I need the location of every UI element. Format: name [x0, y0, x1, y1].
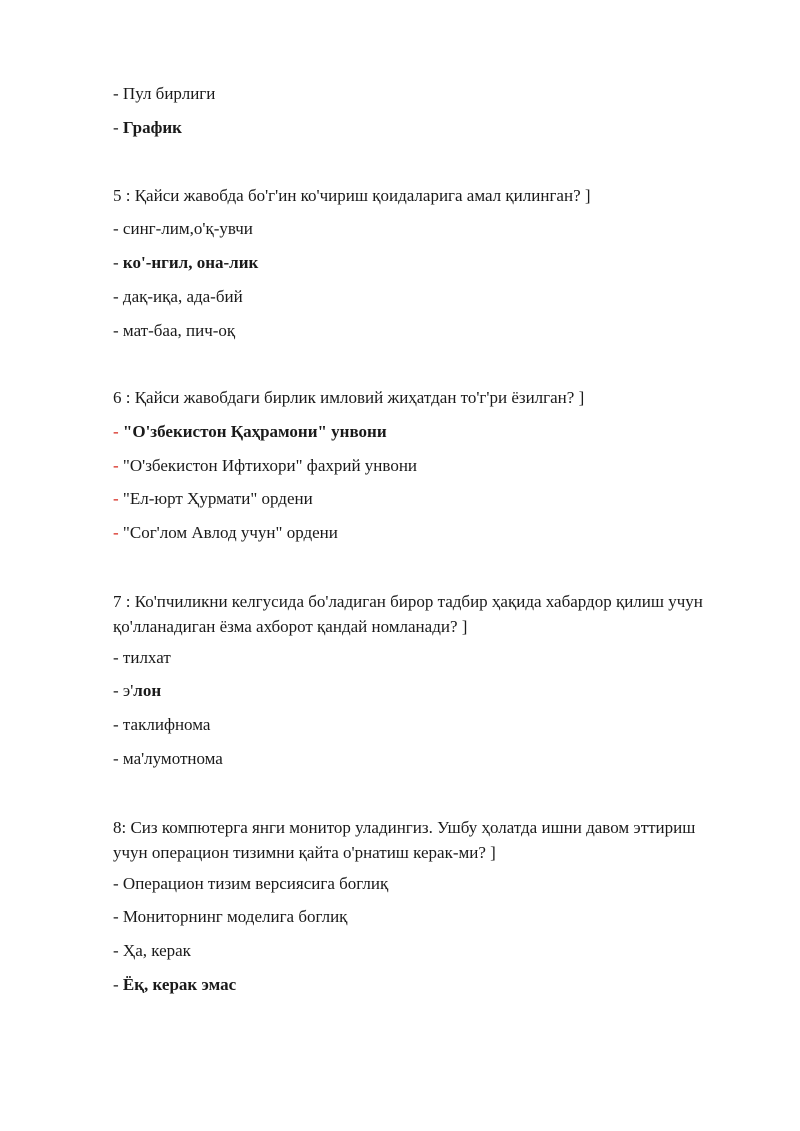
option-dash: - — [113, 219, 123, 238]
option-text: мат-баа, пич-оқ — [122, 321, 236, 340]
option-text: "Сог'лом Авлод учун" ордени — [122, 523, 338, 542]
answer-option — [113, 907, 347, 927]
option-dash: - — [113, 253, 123, 272]
option-dash: - — [113, 907, 123, 926]
option-text: ма'лумотнома — [122, 749, 223, 768]
question-5: 5 : Қайси жавобда бо'г'ин ко'чириш қоидаларига амал қилинган? ] — [113, 186, 591, 205]
option-dash: - — [113, 456, 123, 475]
option-text: дақ-иқа, ада-бий — [122, 287, 243, 306]
option-text: таклифнома — [122, 715, 211, 734]
option-text: Операцион тизим версиясига боглиқ — [122, 874, 389, 893]
answer-option — [113, 489, 313, 509]
answer-option — [113, 321, 235, 341]
answer-option — [113, 715, 210, 735]
option-text: Ҳа, керак — [122, 941, 191, 960]
answer-option — [113, 874, 388, 894]
answer-option — [113, 456, 417, 476]
option-text: Мониторнинг моделига боглиқ — [122, 907, 348, 926]
option-dash: - — [113, 715, 123, 734]
answer-option — [113, 287, 243, 307]
answer-option — [113, 219, 253, 239]
answer-option — [113, 648, 171, 668]
option-dash: - — [113, 975, 123, 994]
option-dash: - — [113, 84, 123, 103]
option-text: "O'збекистон Қаҳрамони" унвони — [122, 422, 387, 441]
option-dash: - — [113, 422, 123, 441]
question-7: 7 : Ко'пчиликни келгусида бо'ладиган бирор тадбир ҳақида хабардор қилиш учун қо'лланадиган ёзма ахборот қандай номланади? ] — [113, 592, 703, 636]
option-dash: - — [113, 523, 123, 542]
answer-option-correct — [113, 422, 387, 442]
option-dash: - — [113, 648, 123, 667]
option-text-prefix: э' — [122, 681, 134, 700]
option-text: "Ел-юрт Ҳурмати" ордени — [122, 489, 313, 508]
question-8: 8: Сиз компютерга янги монитор уладингиз. Ушбу ҳолатда ишни давом эттириш учун операцион тизимни қайта о'рнатиш керак-ми? ] — [113, 818, 696, 862]
option-dash: - — [113, 118, 123, 137]
option-text: ко'-нгил, она-лик — [122, 253, 259, 272]
answer-option — [113, 749, 223, 769]
question-6: 6 : Қайси жавобдаги бирлик имловий жиҳатдан то'г'ри ёзилган? ] — [113, 388, 585, 407]
option-text: График — [122, 118, 182, 137]
option-dash: - — [113, 321, 123, 340]
option-dash: - — [113, 489, 123, 508]
answer-option-correct — [113, 975, 236, 995]
option-dash: - — [113, 941, 123, 960]
option-dash: - — [113, 874, 123, 893]
option-text: лон — [133, 681, 162, 700]
answer-option — [113, 84, 215, 104]
answer-option — [113, 523, 338, 543]
option-text: "O'збекистон Ифтихори" фахрий унвони — [122, 456, 418, 475]
answer-option-correct — [113, 118, 182, 138]
option-dash: - — [113, 287, 123, 306]
option-text: Пул бирлиги — [122, 84, 216, 103]
option-text: синг-лим,о'қ-увчи — [122, 219, 253, 238]
option-dash: - — [113, 681, 123, 700]
option-dash: - — [113, 749, 123, 768]
option-text: Ёқ, керак эмас — [122, 975, 237, 994]
answer-option-correct — [113, 681, 161, 701]
option-text: тилхат — [122, 648, 171, 667]
answer-option-correct — [113, 253, 258, 273]
answer-option — [113, 941, 191, 961]
